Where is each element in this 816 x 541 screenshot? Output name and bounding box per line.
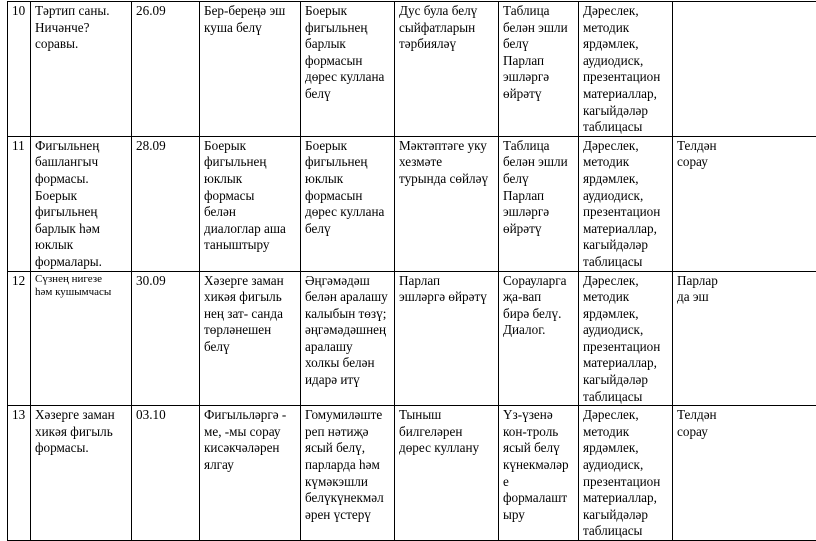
cell-line: фигыльнең [204, 154, 296, 171]
goal-personal [395, 136, 499, 271]
cell-line: Фигыльләргә - [204, 407, 296, 424]
cell-line: эшләргә өйрәтү [399, 289, 494, 306]
cell-line: ярдәмлек, [583, 440, 668, 457]
cell-line: нең зат- санда [204, 306, 296, 323]
cell-line: е [503, 474, 574, 491]
cell-line: ялгау [204, 457, 296, 474]
cell-line: Сорауларга [503, 273, 574, 290]
check-form-cell [673, 2, 816, 137]
cell-line: таныштыру [204, 237, 296, 254]
cell-line: Дәреслек, [583, 138, 668, 155]
cell-line: кагыйдәләр [583, 372, 668, 389]
cell-line: реп нәтиҗә [305, 424, 390, 441]
cell-line: таблицасы [583, 389, 668, 406]
cell-line: Боерык [305, 138, 390, 155]
cell-line: презентацион [583, 204, 668, 221]
cell-line: Парлап [399, 273, 494, 290]
cell-line: хикәя фигыль [35, 424, 127, 441]
cell-line: билгеләрен [399, 424, 494, 441]
goal-general [200, 271, 301, 406]
cell-line: презентацион [583, 474, 668, 491]
cell-line: Тәртип саны. [35, 3, 127, 20]
cell-line: аудиодиск, [583, 457, 668, 474]
lesson-number: 12 [8, 271, 31, 406]
cell-line: Бер-береңә эш [204, 3, 296, 20]
table-row [8, 2, 816, 137]
cell-line: Боерык [305, 3, 390, 20]
cell-line: Боерык [204, 138, 296, 155]
cell-line: холкы белән [305, 355, 390, 372]
resources-cell [579, 2, 673, 137]
cell-line: формасын [305, 188, 390, 205]
cell-line: фигыльнең [35, 204, 127, 221]
lesson-date: 26.09 [132, 2, 200, 137]
resources-cell [579, 271, 673, 406]
cell-line: Хәзерге заман [204, 273, 296, 290]
cell-line: формасы. [35, 440, 127, 457]
cell-line: Таблица [503, 138, 574, 155]
lesson-number: 11 [8, 136, 31, 271]
resources-cell [579, 406, 673, 541]
cell-line: методик [583, 289, 668, 306]
cell-line: өйрәтү [503, 221, 574, 238]
cell-line: Таблица [503, 3, 574, 20]
goal-subject [301, 136, 395, 271]
cell-line: белү [305, 221, 390, 238]
check-form-cell [673, 136, 816, 271]
goal-personal [395, 406, 499, 541]
goal-personal [395, 2, 499, 137]
cell-line: барлык [305, 36, 390, 53]
cell-line: материаллар, [583, 355, 668, 372]
cell-line: Парлап [503, 53, 574, 70]
cell-line: Мәктәптәге уку [399, 138, 494, 155]
lesson-topic [31, 271, 132, 406]
cell-line: юклык [305, 171, 390, 188]
cell-line: Ничәнче? [35, 20, 127, 37]
cell-line: таблицасы [583, 119, 668, 136]
check-form-cell [673, 271, 816, 406]
lesson-number: 10 [8, 2, 31, 137]
goal-subject [301, 2, 395, 137]
cell-line: тәрбияләү [399, 36, 494, 53]
cell-line: Боерык [35, 188, 127, 205]
lesson-topic [31, 406, 132, 541]
cell-line: ярдәмлек, [583, 306, 668, 323]
methods-cell [499, 2, 579, 137]
cell-line: башлангыч [35, 154, 127, 171]
goal-subject [301, 406, 395, 541]
cell-line: белән [204, 204, 296, 221]
lesson-topic [31, 136, 132, 271]
cell-line: дөрес куллану [399, 440, 494, 457]
resources-cell [579, 136, 673, 271]
cell-line: ясый белү [503, 440, 574, 457]
cell-line: куша белү [204, 20, 296, 37]
methods-cell [499, 406, 579, 541]
cell-line: күнекмәләр [503, 457, 574, 474]
cell-line: таблицасы [583, 523, 668, 540]
cell-line: формасы. [35, 171, 127, 188]
cell-line: идарә итү [305, 372, 390, 389]
cell-line: аралашу [305, 339, 390, 356]
cell-line: презентацион [583, 339, 668, 356]
cell-line: бирә белү. [503, 306, 574, 323]
cell-line: Дәреслек, [583, 3, 668, 20]
check-form-cell [673, 406, 816, 541]
cell-line: фигыльнең [305, 20, 390, 37]
cell-line: парларда һәм [305, 457, 390, 474]
cell-line: кон-троль [503, 424, 574, 441]
lesson-date: 30.09 [132, 271, 200, 406]
cell-line: сорау [677, 424, 814, 441]
cell-line: Телдән [677, 407, 814, 424]
cell-line: Дус була белү [399, 3, 494, 20]
cell-line: белү [305, 86, 390, 103]
cell-line: җа-вап [503, 289, 574, 306]
cell-line: материаллар, [583, 490, 668, 507]
cell-line: таблицасы [583, 254, 668, 271]
cell-line: формасын [305, 53, 390, 70]
cell-line: ме, -мы сорау [204, 424, 296, 441]
methods-cell [499, 271, 579, 406]
cell-line: формасы [204, 188, 296, 205]
cell-line: белән эшли [503, 20, 574, 37]
cell-line: Тыныш [399, 407, 494, 424]
cell-line: Телдән [677, 138, 814, 155]
cell-line: материаллар, [583, 221, 668, 238]
table-row [8, 271, 816, 406]
cell-line: диалоглар аша [204, 221, 296, 238]
cell-line: сорау [677, 154, 814, 171]
cell-line: эшләргә [503, 204, 574, 221]
cell-line: дөрес куллана [305, 69, 390, 86]
cell-line: аудиодиск, [583, 322, 668, 339]
cell-line: белән аралашу [305, 289, 390, 306]
cell-line: презентацион [583, 69, 668, 86]
cell-line: хикәя фигыль [204, 289, 296, 306]
cell-line: Гомумиләште [305, 407, 390, 424]
cell-line: әрен үстерү [305, 507, 390, 524]
cell-line: дөрес куллана [305, 204, 390, 221]
goal-general [200, 406, 301, 541]
cell-line: Әңгәмәдәш [305, 273, 390, 290]
cell-line: аудиодиск, [583, 53, 668, 70]
goal-general [200, 2, 301, 137]
cell-line: калыбын төзү; [305, 306, 390, 323]
cell-line: ярдәмлек, [583, 36, 668, 53]
cell-line: Диалог. [503, 322, 574, 339]
cell-line: Дәреслек, [583, 407, 668, 424]
cell-line: белән эшли [503, 154, 574, 171]
lesson-plan-table [7, 1, 816, 541]
cell-line: ясый белү, [305, 440, 390, 457]
cell-line: соравы. [35, 36, 127, 53]
cell-line: кисәкчәләрен [204, 440, 296, 457]
cell-line: кагыйдәләр [583, 507, 668, 524]
cell-line: белү [204, 339, 296, 356]
lesson-topic [31, 2, 132, 137]
cell-line: Парлап [503, 188, 574, 205]
cell-line: кагыйдәләр [583, 103, 668, 120]
cell-line: барлык һәм [35, 221, 127, 238]
methods-cell [499, 136, 579, 271]
cell-line: сыйфатларын [399, 20, 494, 37]
cell-line: ыру [503, 507, 574, 524]
cell-line: хезмәте [399, 154, 494, 171]
cell-line: да эш [677, 289, 814, 306]
goal-personal [395, 271, 499, 406]
cell-line: кагыйдәләр [583, 237, 668, 254]
cell-line: формалашт [503, 490, 574, 507]
lesson-date: 03.10 [132, 406, 200, 541]
cell-line: материаллар, [583, 86, 668, 103]
cell-line: юклык [35, 237, 127, 254]
lesson-date: 28.09 [132, 136, 200, 271]
cell-line: Парлар [677, 273, 814, 290]
table-row [8, 136, 816, 271]
cell-line: методик [583, 154, 668, 171]
cell-line: Дәреслек, [583, 273, 668, 290]
cell-line: аудиодиск, [583, 188, 668, 205]
cell-line: күмәкэшли [305, 474, 390, 491]
cell-line: белү [503, 36, 574, 53]
cell-line: Үз-үзенә [503, 407, 574, 424]
cell-line: Хәзерге заман [35, 407, 127, 424]
goal-general [200, 136, 301, 271]
cell-line: белүкүнекмәл [305, 490, 390, 507]
goal-subject [301, 271, 395, 406]
cell-line: өйрәтү [503, 86, 574, 103]
cell-line: Фигыльнең [35, 138, 127, 155]
cell-line: юклык [204, 171, 296, 188]
cell-line: ярдәмлек, [583, 171, 668, 188]
cell-line: методик [583, 424, 668, 441]
cell-line: формалары. [35, 254, 127, 271]
cell-line: белү [503, 171, 574, 188]
cell-line: Сүзнең нигезе [35, 273, 127, 286]
cell-line: фигыльнең [305, 154, 390, 171]
table-row [8, 406, 816, 541]
cell-line: методик [583, 20, 668, 37]
cell-line: турында сөйләү [399, 171, 494, 188]
lesson-number: 13 [8, 406, 31, 541]
cell-line: һәм кушымчасы [35, 286, 127, 299]
cell-line: төрләнешен [204, 322, 296, 339]
cell-line: әңгәмәдәшнең [305, 322, 390, 339]
cell-line: эшләргә [503, 69, 574, 86]
